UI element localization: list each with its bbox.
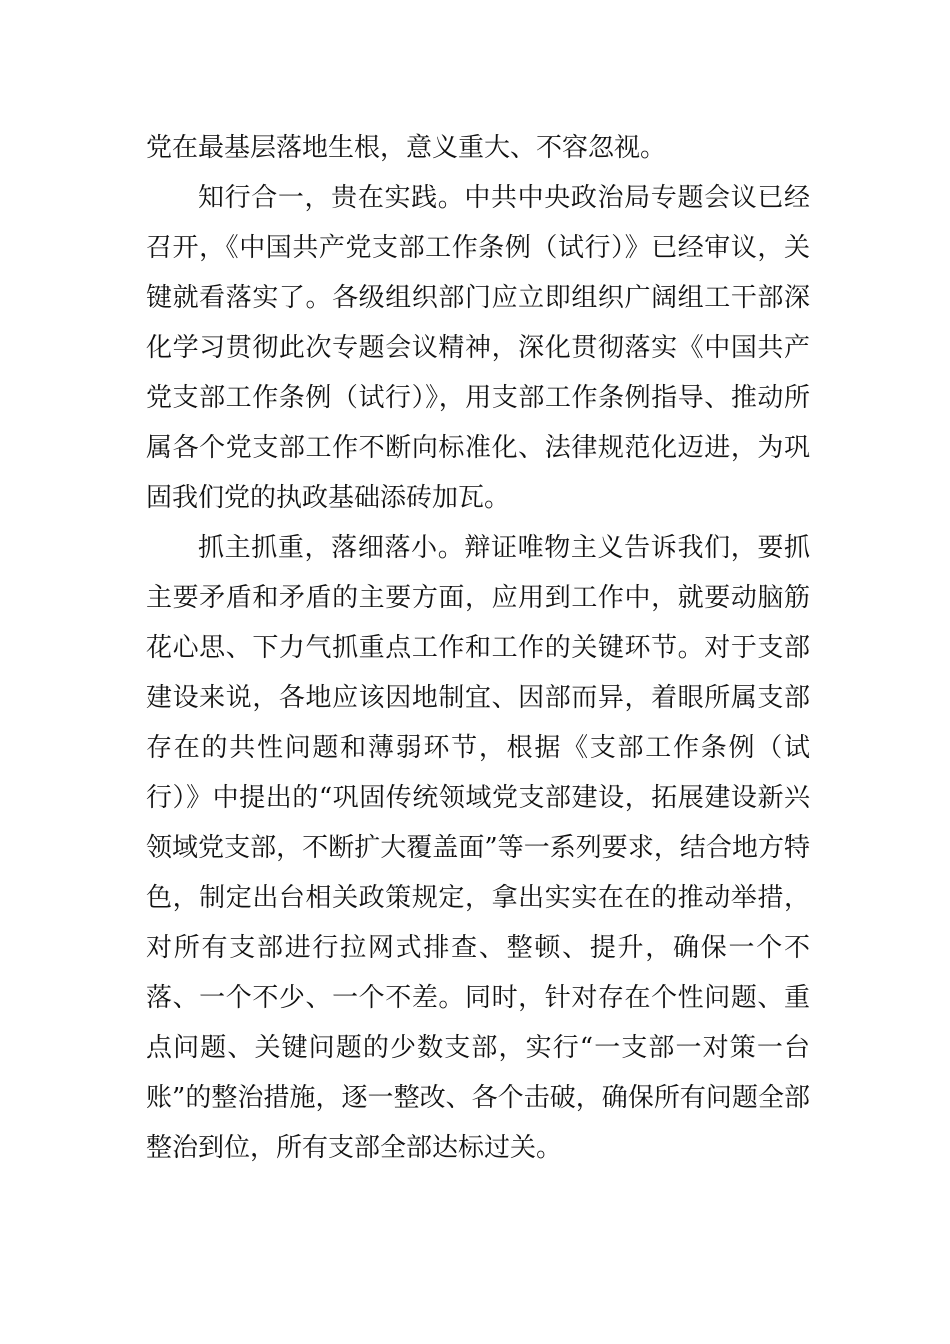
document-body xyxy=(146,123,810,1173)
paragraph-continuation: 党在最基层落地生根，意义重大、不容忽视。 xyxy=(146,133,667,163)
paragraph-focus: 抓主抓重，落细落小。辩证唯物主义告诉我们，要抓主要矛盾和矛盾的主要方面，应用到工作中，就要动脑筋花心思、下力气抓重点工作和工作的关键环节。对于支部建设来说，各地应该因地制宜、因部而异，着眼所属支部存在的共性问题和薄弱环节，根据《支部工作条例（试行）》中提出的“巩固传统领域党支部建设，拓展建设新兴领域党支部，不断扩大覆盖面”等一系列要求，结合地方特色，制定出台相关政策规定，拿出实实在在的推动举措，对所有支部进行拉网式排查、整顿、提升，确保一个不落、一个不少、一个不差。同时，针对存在个性问题、重点问题、关键问题的少数支部，实行“一支部一对策一台账”的整治措施，逐一整改、各个击破，确保所有问题全部整治到位，所有支部全部达标过关。 xyxy=(146,533,810,1163)
paragraph-practice: 知行合一，贵在实践。中共中央政治局专题会议已经召开，《中国共产党支部工作条例（试行）》已经审议，关键就看落实了。各级组织部门应立即组织广阔组工干部深化学习贯彻此次专题会议精神，深化贯彻落实《中国共产党支部工作条例（试行）》，用支部工作条例指导、推动所属各个党支部工作不断向标准化、法律规范化迈进，为巩固我们党的执政基础添砖加瓦。 xyxy=(146,183,810,513)
